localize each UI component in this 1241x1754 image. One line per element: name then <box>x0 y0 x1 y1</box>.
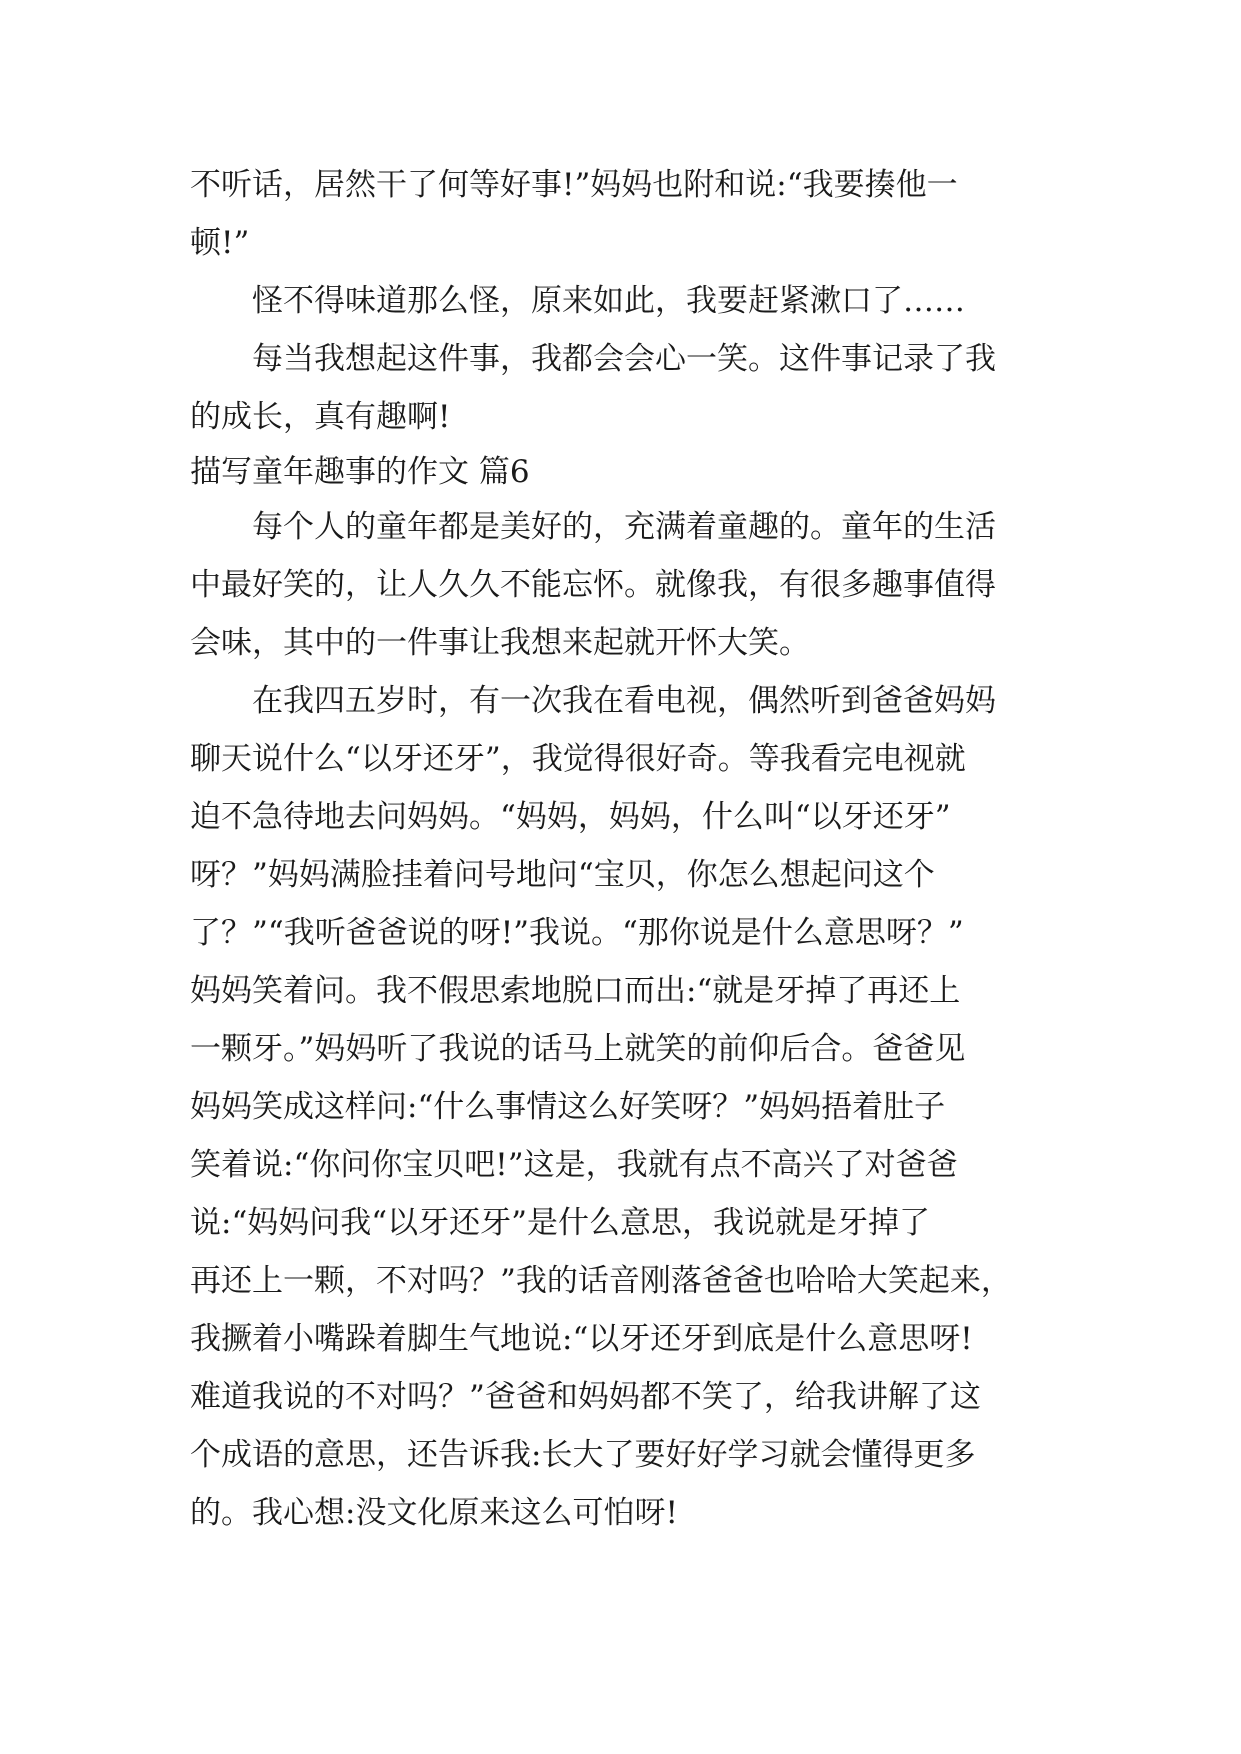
text-line: 一颗牙。”妈妈听了我说的话马上就笑的前仰后合。爸爸见 <box>190 1031 966 1067</box>
text-line: 在我四五岁时，有一次我在看电视，偶然听到爸爸妈妈 <box>190 683 996 719</box>
text-line: 中最好笑的，让人久久不能忘怀。就像我，有很多趣事值得 <box>190 567 996 603</box>
text-line: 每当我想起这件事，我都会会心一笑。这件事记录了我 <box>190 341 996 377</box>
text-line: 不听话，居然干了何等好事!”妈妈也附和说:“我要揍他一 <box>190 167 958 203</box>
text-line: 妈妈笑成这样问:“什么事情这么好笑呀？”妈妈捂着肚子 <box>190 1089 946 1125</box>
text-line: 呀？”妈妈满脸挂着问号地问“宝贝，你怎么想起问这个 <box>190 857 935 893</box>
section-heading: 描写童年趣事的作文 篇6 <box>190 454 530 490</box>
text-line: 聊天说什么“以牙还牙”，我觉得很好奇。等我看完电视就 <box>190 741 966 777</box>
text-line: 每个人的童年都是美好的，充满着童趣的。童年的生活 <box>190 509 996 545</box>
document-body <box>190 156 1060 1542</box>
text-line: 个成语的意思，还告诉我:长大了要好好学习就会懂得更多 <box>190 1437 976 1473</box>
text-line: 笑着说:“你问你宝贝吧!”这是，我就有点不高兴了对爸爸 <box>190 1147 958 1183</box>
text-line: 的。我心想:没文化原来这么可怕呀! <box>190 1495 678 1531</box>
text-line: 了？”“我听爸爸说的呀!”我说。“那你说是什么意思呀？” <box>190 915 964 951</box>
text-line: 难道我说的不对吗？”爸爸和妈妈都不笑了，给我讲解了这 <box>190 1379 981 1415</box>
text-line: 顿!” <box>190 225 250 261</box>
text-line: 的成长，真有趣啊! <box>190 399 451 435</box>
text-line: 再还上一颗，不对吗？”我的话音刚落爸爸也哈哈大笑起来， <box>190 1263 1012 1299</box>
text-line: 会味，其中的一件事让我想来起就开怀大笑。 <box>190 625 810 661</box>
text-line: 说:“妈妈问我“以牙还牙”是什么意思，我说就是牙掉了 <box>190 1205 930 1241</box>
text-line: 迫不急待地去问妈妈。“妈妈，妈妈，什么叫“以牙还牙” <box>190 799 951 835</box>
text-line: 怪不得味道那么怪，原来如此，我要赶紧漱口了…… <box>190 283 965 319</box>
text-line: 我撅着小嘴跺着脚生气地说:“以牙还牙到底是什么意思呀! <box>190 1321 973 1357</box>
text-line: 妈妈笑着问。我不假思索地脱口而出:“就是牙掉了再还上 <box>190 973 961 1009</box>
